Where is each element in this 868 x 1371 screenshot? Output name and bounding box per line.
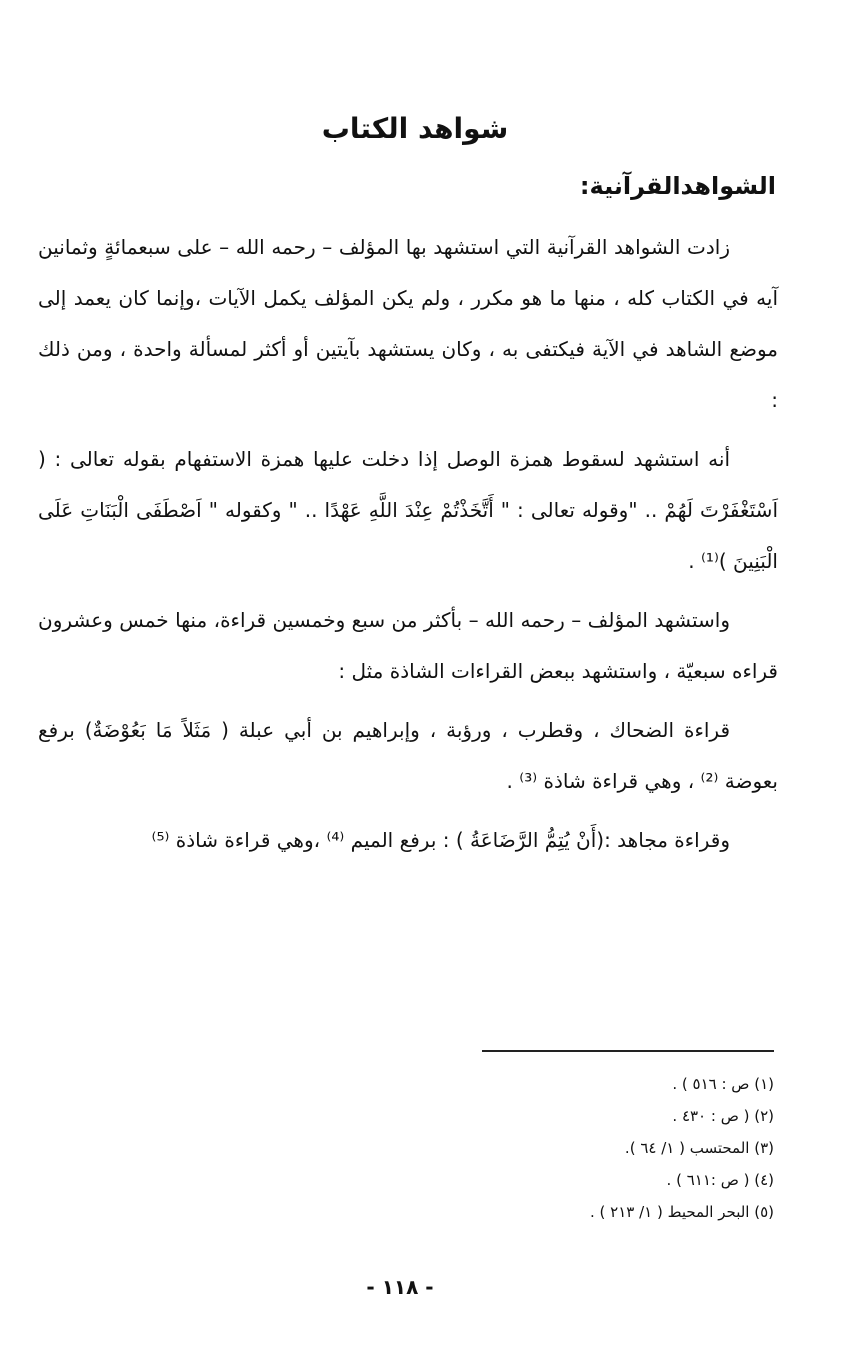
footnote-item: (١) ص : ٥١٦ ) . <box>672 1075 774 1093</box>
footnotes <box>374 1068 774 1228</box>
paragraph: وقراءة مجاهد :(أَنْ يُتِمُّ الرَّضَاعَةُ ) : برفع الميم ⁽⁴⁾ ،وهي قراءة شاذة ⁽⁵⁾ <box>151 828 730 852</box>
footnote-item: (٥) البحر المحيط ( ١/ ٢١٣ ) . <box>590 1203 774 1221</box>
page-number: - ١١٨ - <box>366 1275 434 1299</box>
body-text <box>38 222 778 874</box>
paragraph: واستشهد المؤلف – رحمه الله – بأكثر من سبع وخمسين قراءة، منها خمس وعشرون قراءه سبعيّة ، واستشهد ببعض القراءات الشاذة مثل : <box>38 608 778 683</box>
section-heading: الشواهدالقرآنية: <box>579 172 776 200</box>
footnote-divider <box>482 1050 774 1052</box>
paragraph: قراءة الضحاك ، وقطرب ، ورؤبة ، وإبراهيم بن أبي عبلة ( مَثَلاً مَا بَعُوْضَةٌ) برفع بعوضة ⁽²⁾ ، وهي قراءة شاذة ⁽³⁾ . <box>38 718 778 793</box>
footnote-item: (٢) ( ص : ٤٣٠ . <box>672 1107 774 1125</box>
footnote-item: (٣) المحتسب ( ١/ ٦٤ ). <box>624 1139 774 1157</box>
paragraph: أنه استشهد لسقوط همزة الوصل إذا دخلت عليها همزة الاستفهام بقوله تعالى : ( اَسْتَغْفَرْتَ لَهُمْ .. "وقوله تعالى : " أَتَّخَذْتُمْ عِنْدَ اللَّهِ عَهْدًا .. " وكقوله " اَصْطَفَى الْبَنَاتِ عَلَى الْبَنِينَ )⁽¹⁾ . <box>38 447 778 573</box>
page-title: شواهد الكتاب <box>321 112 509 145</box>
footnote-item: (٤) ( ص :٦١١ ) . <box>666 1171 774 1189</box>
paragraph: زادت الشواهد القرآنية التي استشهد بها المؤلف – رحمه الله – على سبعمائةٍ وثمانين آيه في الكتاب كله ، منها ما هو مكرر ، ولم يكن المؤلف يكمل الآيات ،وإنما كان يعمد إلى موضع الشاهد في الآية فيكتفى به ، وكان يستشهد بآيتين أو أكثر لمسألة واحدة ، ومن ذلك : <box>38 235 778 412</box>
